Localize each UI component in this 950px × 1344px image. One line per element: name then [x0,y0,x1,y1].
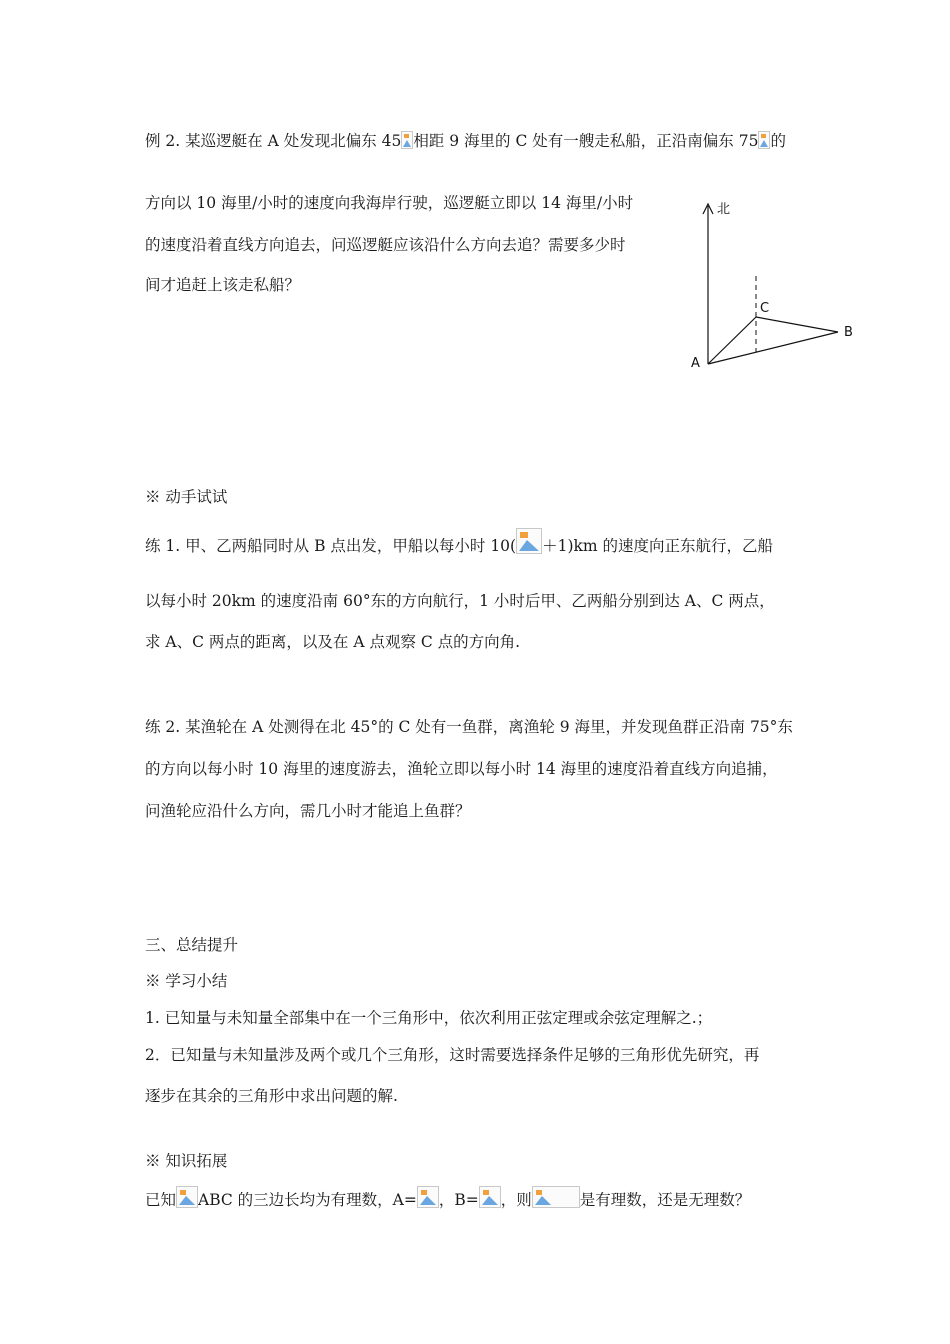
extension-text-c: ，B= [438,1191,479,1209]
example2-text-a: 例 2. 某巡逻艇在 A 处发现北偏东 45 [145,132,402,150]
extension-text-e: 是有理数，还是无理数？ [579,1191,751,1209]
summary-point1: 1. 已知量与未知量全部集中在一个三角形中，依次利用正弦定理或余弦定理解之.； [145,1009,713,1027]
image-placeholder-icon [532,1186,580,1208]
segment-cb [756,317,838,332]
north-label: 北 [717,202,731,217]
image-placeholder-icon [758,131,770,149]
example2-text-b: 相距 9 海里的 C 处有一艘走私船，正沿南偏东 75 [413,132,759,150]
summary-point2-line1: 2．已知量与未知量涉及两个或几个三角形，这时需要选择条件足够的三角形优先研究，再 [145,1046,760,1064]
exercise1-line1 [145,528,773,557]
exercise2-line3: 问渔轮应沿什么方向，需几小时才能追上鱼群？ [145,802,471,820]
summary-heading: 三、总结提升 [145,936,239,954]
summary-point2-line2: 逐步在其余的三角形中求出问题的解. [145,1087,398,1105]
example2-text-c: 的 [770,132,786,150]
image-placeholder-icon [401,131,413,149]
point-c-label: C [760,301,770,316]
summary-subheading: ※ 学习小结 [145,972,228,990]
exercise1-line3: 求 A、C 两点的距离，以及在 A 点观察 C 点的方向角. [145,633,521,651]
example2-line2: 方向以 10 海里/小时的速度向我海岸行驶，巡逻艇立即以 14 海里/小时 [145,194,634,212]
extension-heading: ※ 知识拓展 [145,1152,228,1170]
exercise2-line1: 练 2. 某渔轮在 A 处测得在北 45°的 C 处有一鱼群，离渔轮 9 海里，并发现鱼群正沿南 75°东 [145,718,793,736]
exercise1-text-a: 练 1. 甲、乙两船同时从 B 点出发，甲船以每小时 10( [145,537,517,555]
exercise1-text-b: ＋1)km 的速度向正东航行，乙船 [542,537,774,555]
segment-ab [708,332,838,364]
extension-text-a: 已知 [145,1191,177,1209]
example2-line1 [145,130,786,152]
image-placeholder-icon [417,1186,439,1208]
point-b-label: B [844,325,853,340]
point-a-label: A [691,356,700,371]
image-placeholder-icon [516,528,542,554]
image-placeholder-icon [479,1186,501,1208]
try-heading: ※ 动手试试 [145,488,228,506]
extension-text-b: ABC 的三边长均为有理数，A= [198,1191,417,1209]
example2-line4: 间才追赶上该走私船？ [145,276,301,294]
extension-text-d: ，则 [500,1191,532,1209]
extension-line [145,1186,750,1211]
image-placeholder-icon [176,1186,198,1208]
example2-line3: 的速度沿着直线方向追去，问巡逻艇应该沿什么方向去追？需要多少时 [145,236,626,254]
exercise2-line2: 的方向以每小时 10 海里的速度游去，渔轮立即以每小时 14 海里的速度沿着直线方向追捕， [145,760,778,778]
direction-diagram [688,194,868,376]
segment-ac [708,317,756,364]
exercise1-line2: 以每小时 20km 的速度沿南 60°东的方向航行，1 小时后甲、乙两船分别到达 A、C 两点， [145,592,775,610]
